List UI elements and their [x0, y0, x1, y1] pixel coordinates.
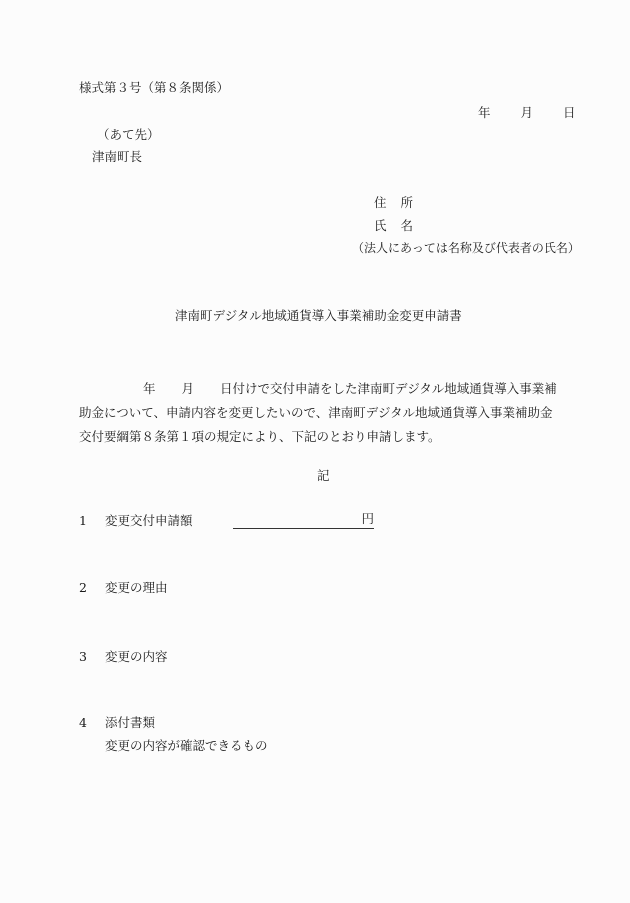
addressee-label: （あて先）: [97, 127, 160, 142]
amount-unit: 円: [361, 511, 374, 526]
item-number: 2: [79, 580, 87, 595]
attachments-detail: 変更の内容が確認できるもの: [105, 738, 268, 753]
item-attachments: [79, 717, 155, 730]
item-label: 添付書類: [105, 715, 156, 730]
applicant-address-label: [374, 197, 413, 210]
date-line: [478, 107, 576, 120]
item-change-content: [79, 651, 168, 664]
address-label-char: 所: [400, 195, 414, 210]
body-paragraph: [79, 377, 579, 449]
item-change-reason: [79, 582, 168, 595]
item-label: 変更の内容: [105, 649, 168, 664]
name-label-char: 氏: [374, 218, 387, 233]
item-number: 4: [79, 715, 87, 730]
name-label-char: 名: [400, 218, 414, 233]
body-line-1-text: 日付けで交付申請をした津南町デジタル地域通貨導入事業補: [220, 381, 557, 396]
body-month-label: 月: [181, 381, 195, 396]
body-line-3: 交付要綱第８条第１項の規定により、下記のとおり申請します。: [79, 429, 441, 444]
body-year-label: 年: [143, 381, 156, 396]
body-line-2: 助金について、申請内容を変更したいので、津南町デジタル地域通貨導入事業補助金: [79, 405, 553, 420]
item-change-amount: [79, 515, 193, 528]
addressee: 津南町長: [92, 149, 143, 164]
document-title: 津南町デジタル地域通貨導入事業補助金変更申請書: [175, 308, 462, 323]
body-line-1: [79, 377, 579, 401]
item-number: 1: [79, 513, 87, 528]
ki-heading: 記: [317, 468, 330, 483]
item-label: 変更の理由: [105, 580, 168, 595]
item-label: 変更交付申請額: [105, 513, 193, 528]
date-month-label: 月: [520, 105, 534, 120]
applicant-name-label: [374, 220, 413, 233]
date-year-label: 年: [478, 105, 491, 120]
form-number: 様式第３号（第８条関係）: [79, 80, 230, 95]
address-label-char: 住: [374, 195, 387, 210]
item-number: 3: [79, 649, 87, 664]
date-day-label: 日: [563, 105, 576, 120]
applicant-note: （法人にあっては名称及び代表者の氏名）: [352, 241, 580, 255]
amount-field[interactable]: [233, 513, 374, 529]
